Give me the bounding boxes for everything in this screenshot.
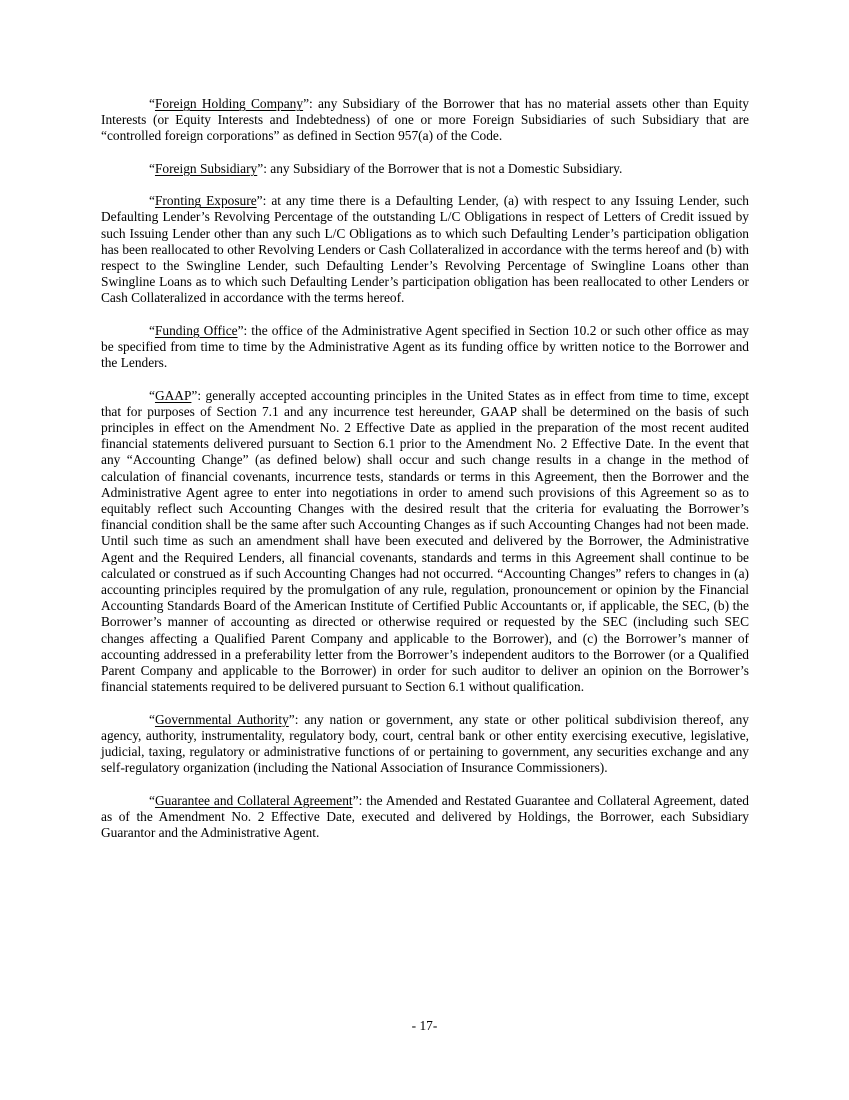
definition-text: : any Subsidiary of the Borrower that is not a Domestic Subsidiary. xyxy=(263,160,623,176)
definition-text: : any nation or government, any state or other political subdivision thereof, any agency, authority, instrumentality, regulatory body, court, central bank or other entity exercising executive, legislative, judicial, taxing, regulatory or administrative functions of or pertaining to government, any securities exchange and any self-regulatory organization (including the National Association of Insurance Commissioners). xyxy=(101,711,749,776)
defined-term: Funding Office xyxy=(154,322,238,338)
definition-text: : the office of the Administrative Agent specified in Section 10.2 or such other office as may be specified from time to time by the Administrative Agent as its funding office by written notice to the Borrower and the Lenders. xyxy=(101,322,749,371)
definition-paragraph: “GAAP”: generally accepted accounting principles in the United States as in effect from time to time, except that for purposes of Section 7.1 and any incurrence test hereunder, GAAP shall be determined on the basis of such principles in effect on the Amendment No. 2 Effective Date as applied in the preparation of the most recent audited financial statements delivered pursuant to Section 6.1 prior to the Amendment No. 2 Effective Date. In the event that any “Accounting Change” (as defined below) shall occur and such change results in a change in the method of calculation of financial covenants, incurrence tests, standards or terms in this Agreement, then the Borrower and the Administrative Agent agree to enter into negotiations in order to amend such provisions of this Agreement so as to equitably reflect such Accounting Changes with the desired result that the criteria for evaluating the Borrower’s financial condition shall be the same after such Accounting Changes as if such Accounting Changes had not been made. Until such time as such an amendment shall have been executed and delivered by the Borrower, the Administrative Agent and the Required Lenders, all financial covenants, standards and terms in this Agreement shall continue to be calculated or construed as if such Accounting Changes had not occurred. “Accounting Changes” refers to changes in (a) accounting principles required by the promulgation of any rule, regulation, pronouncement or opinion by the Financial Accounting Standards Board of the American Institute of Certified Public Accountants or, if applicable, the SEC, (b) the Borrower’s manner of accounting as directed or otherwise required or requested by the SEC (including such SEC changes affecting a Qualified Parent Company and applicable to the Borrower), and (c) the Borrower’s manner of accounting addressed in a preferability letter from the Borrower’s independent auditors to the Borrower (or a Qualified Parent Company and applicable to the Borrower) in order for such auditor to deliver an opinion on the Borrower’s financial statements required to be delivered pursuant to Section 6.1 without qualification. xyxy=(101,387,749,695)
definition-text: : the Amended and Restated Guarantee and Collateral Agreement, dated as of the Amendment No. 2 Effective Date, executed and delivered by Holdings, the Borrower, each Subsidiary Guarantor and the Administrative Agent. xyxy=(101,792,749,841)
defined-term: Fronting Exposure xyxy=(154,193,257,209)
defined-term: Governmental Authority xyxy=(154,711,289,727)
definition-text: : at any time there is a Defaulting Lender, (a) with respect to any Issuing Lender, such Defaulting Lender’s Revolving Percentage of the outstanding L/C Obligations in respect of Letters of Credit issued by such Issuing Lender other than any such L/C Obligations as to which such Defaulting Lender’s participation obligation has been reallocated to other Revolving Lenders or Cash Collateralized in accordance with the terms hereof and (b) with respect to the Swingline Lender, such Defaulting Lender’s Revolving Percentage of Swingline Loans other than Swingline Loans as to which such Defaulting Lender’s participation obligation has been reallocated to other Lenders or Cash Collateralized in accordance with the terms hereof. xyxy=(101,193,749,306)
definition-text: : generally accepted accounting principles in the United States as in effect from time to time, except that for purposes of Section 7.1 and any incurrence test hereunder, GAAP shall be determined on the basis of such principles in effect on the Amendment No. 2 Effective Date as applied in the preparation of the most recent audited financial statements delivered pursuant to Section 6.1 prior to the Amendment No. 2 Effective Date. In the event that any “Accounting Change” (as defined below) shall occur and such change results in a change in the method of calculation of financial covenants, incurrence tests, standards or terms in this Agreement, then the Borrower and the Administrative Agent agree to enter into negotiations in order to amend such provisions of this Agreement so as to equitably reflect such Accounting Changes with the desired result that the criteria for evaluating the Borrower’s financial condition shall be the same after such Accounting Changes as if such Accounting Changes had not been made. Until such time as such an amendment shall have been executed and delivered by the Borrower, the Administrative Agent and the Required Lenders, all financial covenants, standards and terms in this Agreement shall continue to be calculated or construed as if such Accounting Changes had not occurred. “Accounting Changes” refers to changes in (a) accounting principles required by the promulgation of any rule, regulation, pronouncement or opinion by the Financial Accounting Standards Board of the American Institute of Certified Public Accountants or, if applicable, the SEC, (b) the Borrower’s manner of accounting as directed or otherwise required or requested by the SEC (including such SEC changes affecting a Qualified Parent Company and applicable to the Borrower), and (c) the Borrower’s manner of accounting addressed in a preferability letter from the Borrower’s independent auditors to the Borrower (or a Qualified Parent Company and applicable to the Borrower) in order for such auditor to deliver an opinion on the Borrower’s financial statements required to be delivered pursuant to Section 6.1 without qualification. xyxy=(101,387,749,695)
definition-paragraph: “Guarantee and Collateral Agreement”: the Amended and Restated Guarantee and Collateral Agreement, dated as of the Amendment No. 2 Effective Date, executed and delivered by Holdings, the Borrower, each Subsidiary Guarantor and the Administrative Agent. xyxy=(101,792,749,841)
definition-paragraph: “Governmental Authority”: any nation or government, any state or other political subdivision thereof, any agency, authority, instrumentality, regulatory body, court, central bank or other entity exercising executive, legislative, judicial, taxing, regulatory or administrative functions of or pertaining to government, any securities exchange and any self-regulatory organization (including the National Association of Insurance Commissioners). xyxy=(101,711,749,776)
definitions-section xyxy=(101,96,749,857)
page-number: - 17- xyxy=(411,1018,438,1033)
definition-text: : any Subsidiary of the Borrower that has no material assets other than Equity Interests (or Equity Interests and Indebtedness) of one or more Foreign Subsidiaries of such Subsidiary that are “controlled foreign corporations” as defined in Section 957(a) of the Code. xyxy=(101,96,749,144)
defined-term: GAAP xyxy=(154,387,192,403)
definition-paragraph: “Funding Office”: the office of the Administrative Agent specified in Section 10.2 or such other office as may be specified from time to time by the Administrative Agent as its funding office by written notice to the Borrower and the Lenders. xyxy=(101,322,749,371)
defined-term: Foreign Subsidiary xyxy=(154,160,258,176)
defined-term: Guarantee and Collateral Agreement xyxy=(154,792,353,808)
definition-paragraph: “Foreign Subsidiary”: any Subsidiary of the Borrower that is not a Domestic Subsidiary. xyxy=(149,160,623,176)
defined-term: Foreign Holding Company xyxy=(154,96,304,111)
definition-paragraph: “Fronting Exposure”: at any time there is a Defaulting Lender, (a) with respect to any Issuing Lender, such Defaulting Lender’s Revolving Percentage of the outstanding L/C Obligations in respect of Letters of Credit issued by such Issuing Lender other than any such L/C Obligations as to which such Defaulting Lender’s participation obligation has been reallocated to other Revolving Lenders or Cash Collateralized in accordance with the terms hereof and (b) with respect to the Swingline Lender, such Defaulting Lender’s Revolving Percentage of Swingline Loans other than Swingline Loans as to which such Defaulting Lender’s participation obligation has been reallocated to other Lenders or Cash Collateralized in accordance with the terms hereof. xyxy=(101,193,749,306)
definition-paragraph: “Foreign Holding Company”: any Subsidiary of the Borrower that has no material assets other than Equity Interests (or Equity Interests and Indebtedness) of one or more Foreign Subsidiaries of such Subsidiary that are “controlled foreign corporations” as defined in Section 957(a) of the Code. xyxy=(101,96,749,144)
